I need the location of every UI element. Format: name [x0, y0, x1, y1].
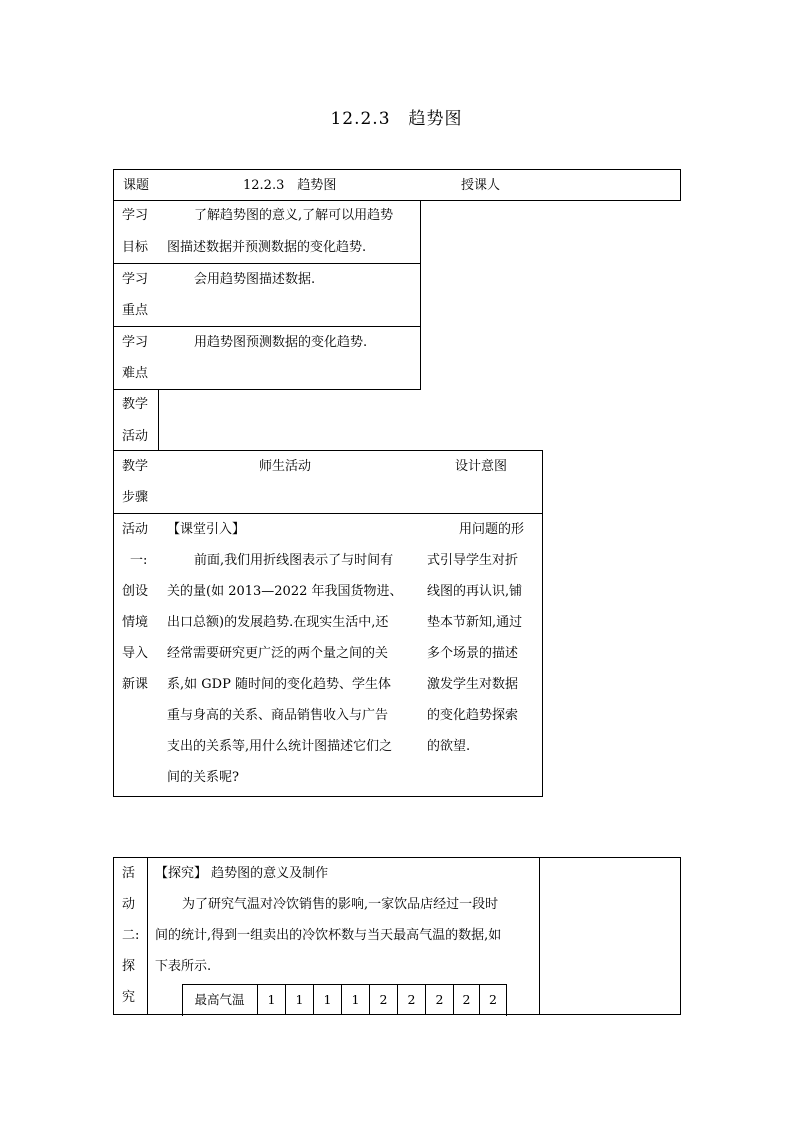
activity2-body-line: 下表所示.: [155, 959, 212, 974]
activity1-intent-line: 式引导学生对折: [427, 553, 519, 568]
goals-line-1: 了解趋势图的意义,了解可以用趋势: [194, 208, 394, 223]
key-points-label-2: 重点: [122, 303, 149, 318]
activity1-intent-line: 的变化趋势探索: [427, 708, 519, 723]
activity-box-label-1: 教学: [122, 397, 149, 412]
activity2-label-line: 究: [122, 990, 136, 1005]
activity1-intent-line: 垫本节新知,通过: [427, 615, 523, 630]
activity2-divider-right: [539, 857, 540, 1015]
activity-box-label-2: 活动: [122, 429, 149, 444]
temperature-table-cell: 1: [285, 984, 313, 1015]
activity2-label-line: 动: [122, 897, 136, 912]
steps-label-2: 步骤: [122, 490, 149, 505]
temperature-table-cell: 2: [397, 984, 425, 1015]
temperature-table-cell: 2: [479, 984, 506, 1015]
activity1-label-line: 创设: [122, 584, 149, 599]
activity2-label-line: 二:: [122, 928, 140, 943]
difficult-label-1: 学习: [122, 335, 149, 350]
difficult-text: 用趋势图预测数据的变化趋势.: [194, 335, 368, 350]
temperature-table-cell: 2: [425, 984, 453, 1015]
document-title: 12.2.3 趋势图: [330, 109, 463, 129]
activity1-label-line: 情境: [122, 615, 149, 630]
course-label: 课题: [123, 178, 150, 193]
activity1-label-line: 一:: [130, 553, 148, 568]
temperature-table-cell: 2: [453, 984, 479, 1015]
activity1-heading: 【课堂引入】: [167, 522, 246, 537]
activity2-label-line: 活: [122, 866, 136, 881]
steps-col-intent: 设计意图: [455, 459, 508, 474]
course-value: 12.2.3 趋势图: [243, 178, 337, 193]
activity2-body-line: 为了研究气温对冷饮销售的影响,一家饮品店经过一段时: [182, 897, 499, 912]
goals-line-2: 图描述数据并预测数据的变化趋势.: [167, 240, 367, 255]
activity1-body-line: 间的关系呢?: [167, 770, 239, 785]
steps-col-activity: 师生活动: [259, 459, 312, 474]
temperature-table-cell: 2: [369, 984, 397, 1015]
teacher-label: 授课人: [461, 178, 501, 193]
key-points-label-1: 学习: [122, 272, 149, 287]
activity1-intent-line: 多个场景的描述: [427, 646, 519, 661]
activity2-heading: 【探究】 趋势图的意义及制作: [155, 866, 329, 881]
activity1-label-line: 活动: [122, 522, 149, 537]
goals-label-1: 学习: [122, 208, 149, 223]
activity2-label-line: 探: [122, 959, 136, 974]
activity1-intent-line: 用问题的形: [459, 522, 525, 537]
header-row: [113, 169, 681, 201]
activity1-label-line: 新课: [122, 677, 149, 692]
activity1-body-line: 支出的关系等,用什么统计图描述它们之: [167, 739, 393, 754]
activity1-intent-line: 激发学生对数据: [427, 677, 519, 692]
temperature-table-header: 最高气温: [194, 992, 245, 1007]
activity1-body-line: 经常需要研究更广泛的两个量之间的关: [167, 646, 389, 661]
activity1-label-line: 导入: [122, 646, 149, 661]
activity1-body-line: 关的量(如 2013—2022 年我国货物进、: [167, 584, 403, 599]
activity1-body-line: 出口总额)的发展趋势.在现实生活中,还: [167, 615, 389, 630]
goals-label-2: 目标: [122, 240, 149, 255]
activity1-body-line: 重与身高的关系、商品销售收入与广告: [167, 708, 389, 723]
activity1-intent-line: 的欲望.: [427, 739, 471, 754]
activity1-intent-line: 线图的再认识,铺: [427, 584, 523, 599]
key-points-text: 会用趋势图描述数据.: [194, 272, 316, 287]
activity2-divider-left: [147, 857, 148, 1015]
activity2-body-line: 间的统计,得到一组卖出的冷饮杯数与当天最高气温的数据,如: [155, 928, 502, 943]
temperature-table-cell: 1: [341, 984, 369, 1015]
steps-label-1: 教学: [122, 459, 149, 474]
activity1-body-line: 系,如 GDP 随时间的变化趋势、学生体: [167, 677, 391, 692]
activity1-body-line: 前面,我们用折线图表示了与时间有: [194, 553, 394, 568]
temperature-table-cell: 1: [313, 984, 341, 1015]
difficult-label-2: 难点: [122, 366, 149, 381]
temperature-table-cell: 1: [257, 984, 285, 1015]
